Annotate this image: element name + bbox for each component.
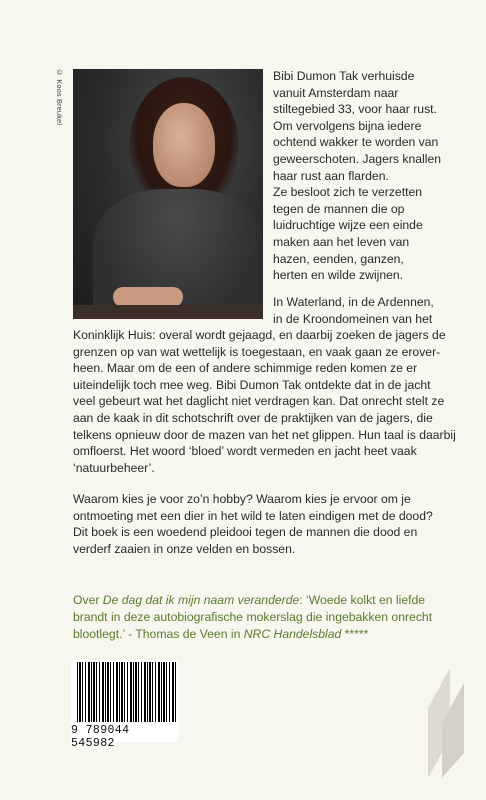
hunting-paragraph [73, 327, 478, 476]
text-line: omfloerst. Het woord ‘bloed’ wordt vermeden en jacht heet vaak [73, 444, 417, 459]
text-line: Dit boek is een woedend pleidooi tegen de mannen die dood en [73, 525, 418, 540]
author-photo [73, 69, 263, 319]
quote-line2: brandt in deze autobiografische mokerslag die ingebakken onrecht [73, 610, 433, 624]
text-line: grenzen op van wat wettelijk is toegestaan, en vaak gaan ze erover- [73, 344, 441, 359]
text-line: uiteindelijk toch mee weg. Bibi Dumon Tak ontdekte dat in de jacht [73, 377, 431, 392]
text-line: heen. Maar om de een of andere schimmige reden komen ze er [73, 361, 418, 376]
isbn-barcode [71, 660, 178, 750]
text-line: Waarom kies je voor zo’n hobby? Waarom kies je ervoor om je [73, 492, 411, 506]
question-paragraph [73, 491, 478, 557]
text-line: Ze besloot zich te verzetten [273, 185, 423, 200]
text-line: aan de kaak in dit schotschrift over de praktijken van de jagers, die [73, 410, 433, 425]
text-line: Om vervolgens bijna iedere [273, 118, 422, 133]
text-line: maken aan het leven van [273, 234, 410, 249]
text-line: tegen de mannen die op [273, 201, 405, 216]
text-line: In Waterland, in de Ardennen, [273, 295, 434, 309]
text-line: vanuit Amsterdam naar [273, 85, 399, 100]
isbn-number: 9 789044 545982 [71, 724, 130, 750]
publisher-logo-icon [420, 668, 466, 778]
text-line: stiltegebied 33, voor haar rust. [273, 102, 437, 117]
text-line: telkens opnieuw door de mazen van het net glippen. Hun taal is daarbij [73, 427, 456, 442]
quote-stars: ***** [341, 627, 369, 641]
hunting-paragraph-start [273, 294, 473, 327]
text-line: verderf zaaien in onze velden en bossen. [73, 541, 296, 556]
text-line: herten en wilde zwijnen. [273, 268, 404, 283]
quote-book-title: De dag dat ik mijn naam veranderde [102, 593, 300, 607]
intro-paragraph [273, 68, 473, 284]
text-line: Koninklijk Huis: overal wordt gejaagd, en daarbij zoeken de jagers de [73, 328, 446, 342]
text-line: luidruchtige wijze een einde [273, 218, 423, 233]
quote-line3: blootlegt.’ - Thomas de Veen in [73, 627, 244, 641]
text-line: veel gebeurt wat het daglicht niet verdragen kan. Dat onrecht stelt ze [73, 394, 445, 409]
review-quote [73, 592, 478, 643]
barcode-bars [77, 662, 177, 722]
text-line: geweerschoten. Jagers knallen [273, 151, 442, 166]
text-line: ‘natuurbeheer’. [73, 460, 155, 475]
text-line: ontmoeting met een dier in het wild te laten eindigen met de dood? [73, 508, 433, 523]
quote-newspaper: NRC Handelsblad [243, 627, 342, 641]
quote-line1: : ‘Woede kolkt en liefde [299, 593, 426, 607]
text-line: in de Kroondomeinen van het [273, 311, 433, 326]
quote-prefix: Over [73, 593, 103, 607]
text-line: haar rust aan flarden. [273, 168, 389, 183]
photo-credit: © Koos Breukel [55, 68, 64, 126]
text-line: hazen, eenden, ganzen, [273, 251, 404, 266]
text-line: ochtend wakker te worden van [273, 135, 439, 150]
text-line: Bibi Dumon Tak verhuisde [273, 69, 415, 83]
